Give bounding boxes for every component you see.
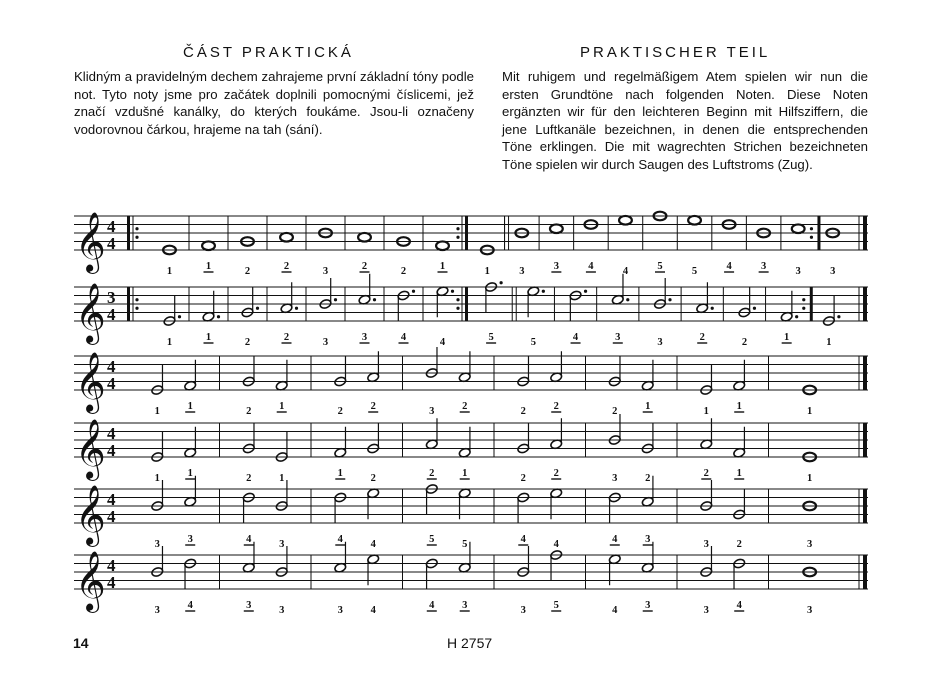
repeat-dot <box>810 236 813 239</box>
channel-number: 3 <box>703 539 709 550</box>
note <box>641 476 654 545</box>
note <box>792 224 805 277</box>
treble-clef: 𝄞 <box>75 212 106 272</box>
channel-number: 1 <box>784 332 790 343</box>
repeat-dot <box>135 307 138 310</box>
channel-number: 2 <box>337 406 343 417</box>
repeat-dot <box>135 298 138 301</box>
note <box>688 216 701 277</box>
note <box>696 364 716 417</box>
channel-number: 4 <box>400 332 407 343</box>
staff-1 <box>74 212 868 277</box>
channel-number: 3 <box>279 605 285 616</box>
note <box>803 502 816 550</box>
time-signature-denominator: 4 <box>107 573 116 592</box>
time-signature-numerator: 4 <box>107 217 116 236</box>
note <box>319 229 332 277</box>
channel-number: 4 <box>439 337 446 348</box>
channel-number: 4 <box>429 600 435 611</box>
augmentation-dot <box>451 290 454 293</box>
channel-number: 1 <box>279 401 285 412</box>
repeat-dot <box>802 298 805 301</box>
channel-number: 1 <box>826 337 832 348</box>
channel-number: 3 <box>322 337 329 348</box>
channel-number: 1 <box>205 261 212 272</box>
channel-number: 2 <box>244 266 251 277</box>
page-number: 14 <box>73 635 89 651</box>
channel-number: 3 <box>279 539 285 550</box>
note <box>202 241 215 272</box>
channel-number: 4 <box>370 605 376 616</box>
channel-number: 5 <box>657 261 663 272</box>
note <box>608 492 621 545</box>
whole-notehead <box>619 216 632 225</box>
note <box>147 364 167 417</box>
channel-number: 2 <box>612 406 618 417</box>
repeat-dot <box>802 307 805 310</box>
channel-number: 2 <box>553 401 559 412</box>
channel-number: 2 <box>370 401 376 412</box>
channel-number: 2 <box>246 406 252 417</box>
channel-number: 4 <box>726 261 732 272</box>
channel-number: 1 <box>807 473 813 484</box>
repeat-end-thick-bar <box>817 216 820 250</box>
channel-number: 4 <box>520 534 526 545</box>
note <box>819 295 841 348</box>
channel-number: 4 <box>588 261 594 272</box>
channel-number: 1 <box>187 401 193 412</box>
channel-number: 2 <box>283 332 290 343</box>
channel-number: 3 <box>761 261 767 272</box>
augmentation-dot <box>668 298 671 301</box>
channel-number: 3 <box>187 534 193 545</box>
treble-clef: 𝄞 <box>75 485 106 545</box>
channel-number: 2 <box>645 473 651 484</box>
note <box>202 291 220 343</box>
note <box>641 542 654 611</box>
channel-number: 5 <box>691 266 698 277</box>
repeat-dot <box>810 227 813 230</box>
whole-notehead <box>792 224 805 233</box>
channel-number: 3 <box>615 332 621 343</box>
repeat-dot <box>456 298 459 301</box>
repeat-start-thick-bar <box>127 287 130 321</box>
channel-number: 2 <box>361 261 368 272</box>
channel-number: 5 <box>429 534 435 545</box>
augmentation-dot <box>217 315 220 318</box>
augmentation-dot <box>837 315 840 318</box>
time-signature-denominator: 4 <box>107 305 116 324</box>
channel-number: 1 <box>337 468 343 479</box>
note <box>800 453 820 484</box>
final-bar-thick <box>863 356 867 390</box>
channel-number: 3 <box>645 600 651 611</box>
note <box>733 360 746 412</box>
augmentation-dot <box>256 307 259 310</box>
intro-text-czech: Klidným a pravidelným dechem zahrajeme první základní tóny podle not. Tyto noty jsme pro začátek doplnili pomocnými číslicemi, jež značí vzdušné kanálky, do kterých foukáme. Jsou-li označeny vodorovnou čárkou, hrajeme na tah (sání). <box>74 69 474 137</box>
note <box>436 241 449 272</box>
note <box>611 274 629 343</box>
channel-number: 1 <box>462 468 468 479</box>
channel-number: 3 <box>612 473 618 484</box>
augmentation-dot <box>178 315 181 318</box>
channel-number: 3 <box>830 266 836 277</box>
repeat-end-thick-bar <box>810 287 813 321</box>
augmentation-dot <box>542 290 545 293</box>
time-signature-denominator: 4 <box>107 234 116 253</box>
repeat-dot <box>456 236 459 239</box>
repeat-dot <box>456 227 459 230</box>
whole-notehead <box>280 233 293 242</box>
channel-number: 3 <box>322 266 329 277</box>
heading-german: PRAKTISCHER TEIL <box>580 44 771 61</box>
channel-number: 3 <box>337 605 343 616</box>
channel-number: 4 <box>187 600 193 611</box>
channel-number: 3 <box>519 266 525 277</box>
staff-2 <box>74 274 868 348</box>
note <box>160 295 182 348</box>
channel-number: 5 <box>553 600 559 611</box>
note <box>241 237 254 277</box>
whole-notehead <box>358 233 371 242</box>
channel-number: 3 <box>154 605 160 616</box>
note <box>397 237 410 277</box>
time-signature-denominator: 4 <box>107 374 116 393</box>
augmentation-dot <box>412 290 415 293</box>
note <box>160 246 180 277</box>
intro-text-german: Mit ruhigem und regelmäßigem Atem spielen wir nun die ersten Grundtöne nach folgenden Noten. Diese Noten ergänzten wir für den leichteren Beginn mit Hilfsziffern, die jene Luftkanäle bezeichnen, in denen die entsprechenden Töne erklingen. Die mit wagrechten Strichen bezeichneten Töne spielen wir durch Saugen des Luftstroms (Zug). <box>502 69 868 172</box>
channel-number: 2 <box>429 468 435 479</box>
note <box>723 220 736 272</box>
whole-notehead <box>202 241 215 250</box>
note <box>358 233 371 272</box>
note <box>733 558 746 611</box>
augmentation-dot <box>295 307 298 310</box>
augmentation-dot <box>753 307 756 310</box>
note <box>585 220 598 272</box>
channel-number: 2 <box>462 401 468 412</box>
note <box>280 233 293 272</box>
repeat-dot <box>135 227 138 230</box>
channel-number: 2 <box>520 406 526 417</box>
repeat-end-thick-bar <box>465 216 468 250</box>
note <box>184 476 197 545</box>
note <box>458 542 471 611</box>
channel-number: 1 <box>166 266 173 277</box>
note <box>826 229 839 277</box>
channel-number: 1 <box>279 473 285 484</box>
channel-number: 4 <box>622 266 629 277</box>
final-bar-thick <box>863 216 867 250</box>
note <box>184 360 197 412</box>
catalog-number: H 2757 <box>447 635 493 651</box>
final-bar-thick <box>863 555 867 589</box>
channel-number: 2 <box>246 473 252 484</box>
channel-number: 3 <box>657 337 663 348</box>
note <box>550 224 563 272</box>
note <box>275 360 288 412</box>
time-signature-numerator: 4 <box>107 490 116 509</box>
channel-number: 4 <box>736 600 742 611</box>
time-signature-denominator: 4 <box>107 441 116 460</box>
note <box>334 492 347 545</box>
whole-notehead <box>550 224 563 233</box>
channel-number: 2 <box>703 468 709 479</box>
channel-number: 1 <box>439 261 446 272</box>
channel-number: 1 <box>807 406 813 417</box>
channel-number: 4 <box>612 605 618 616</box>
channel-number: 1 <box>484 266 490 277</box>
channel-number: 2 <box>400 266 407 277</box>
repeat-dot <box>135 236 138 239</box>
channel-number: 5 <box>488 332 494 343</box>
channel-number: 5 <box>462 539 468 550</box>
note <box>515 229 528 277</box>
channel-number: 3 <box>807 539 813 550</box>
channel-number: 1 <box>736 468 742 479</box>
note <box>477 246 497 277</box>
treble-clef: 𝄞 <box>75 352 106 412</box>
whole-notehead <box>436 241 449 250</box>
augmentation-dot <box>584 290 587 293</box>
channel-number: 1 <box>187 468 193 479</box>
note <box>242 542 255 611</box>
channel-number: 5 <box>530 337 536 348</box>
note <box>803 568 816 616</box>
whole-notehead <box>688 216 701 225</box>
note <box>334 542 347 616</box>
staff-5 <box>74 476 868 550</box>
repeat-end-thick-bar <box>465 287 468 321</box>
staff-6 <box>74 542 868 616</box>
final-bar-thick <box>863 423 867 457</box>
repeat-dot <box>456 307 459 310</box>
channel-number: 3 <box>703 605 709 616</box>
channel-number: 3 <box>553 261 559 272</box>
augmentation-dot <box>626 298 629 301</box>
channel-number: 1 <box>154 406 160 417</box>
channel-number: 1 <box>166 337 173 348</box>
note <box>334 427 347 479</box>
heading-czech: ČÁST PRAKTICKÁ <box>183 44 354 61</box>
channel-number: 1 <box>736 401 742 412</box>
channel-number: 1 <box>703 406 709 417</box>
augmentation-dot <box>334 298 337 301</box>
note <box>458 427 471 479</box>
note <box>425 558 438 611</box>
channel-number: 1 <box>154 473 160 484</box>
note <box>272 431 292 484</box>
note <box>641 360 654 412</box>
channel-number: 4 <box>337 534 343 545</box>
time-signature-numerator: 4 <box>107 357 116 376</box>
channel-number: 3 <box>520 605 526 616</box>
note <box>242 492 255 545</box>
treble-clef: 𝄞 <box>75 419 106 479</box>
augmentation-dot <box>795 315 798 318</box>
channel-number: 2 <box>244 337 251 348</box>
channel-number: 2 <box>370 473 376 484</box>
repeat-start-thick-bar <box>127 216 130 250</box>
augmentation-dot <box>373 298 376 301</box>
note <box>517 492 530 545</box>
channel-number: 4 <box>370 539 376 550</box>
final-bar-thick <box>863 489 867 523</box>
note <box>780 291 798 343</box>
channel-number: 3 <box>462 600 468 611</box>
time-signature-numerator: 4 <box>107 424 116 443</box>
staff-4 <box>74 414 868 484</box>
augmentation-dot <box>500 281 503 284</box>
channel-number: 3 <box>429 406 435 417</box>
channel-number: 4 <box>246 534 252 545</box>
channel-number: 2 <box>520 473 526 484</box>
note <box>147 431 167 484</box>
channel-number: 2 <box>699 332 705 343</box>
channel-number: 3 <box>795 266 801 277</box>
channel-number: 4 <box>553 539 559 550</box>
treble-clef: 𝄞 <box>75 283 106 343</box>
channel-number: 1 <box>205 332 212 343</box>
channel-number: 3 <box>807 605 813 616</box>
note <box>569 290 587 343</box>
note <box>358 274 376 343</box>
channel-number: 2 <box>741 337 748 348</box>
staff-3 <box>74 347 868 417</box>
note <box>733 427 746 479</box>
augmentation-dot <box>711 307 714 310</box>
channel-number: 4 <box>612 534 618 545</box>
note <box>800 386 820 417</box>
channel-number: 1 <box>645 401 651 412</box>
note <box>184 558 197 611</box>
channel-number: 2 <box>736 539 742 550</box>
channel-number: 4 <box>572 332 579 343</box>
note <box>619 216 632 277</box>
channel-number: 3 <box>645 534 651 545</box>
treble-clef: 𝄞 <box>75 551 106 611</box>
channel-number: 3 <box>154 539 160 550</box>
note <box>397 290 415 343</box>
channel-number: 2 <box>283 261 290 272</box>
channel-number: 2 <box>553 468 559 479</box>
channel-number: 3 <box>246 600 252 611</box>
final-bar-thick <box>863 287 867 321</box>
time-signature-denominator: 4 <box>107 507 116 526</box>
time-signature-numerator: 3 <box>107 288 116 307</box>
time-signature-numerator: 4 <box>107 556 116 575</box>
note <box>184 427 197 479</box>
channel-number: 3 <box>361 332 368 343</box>
